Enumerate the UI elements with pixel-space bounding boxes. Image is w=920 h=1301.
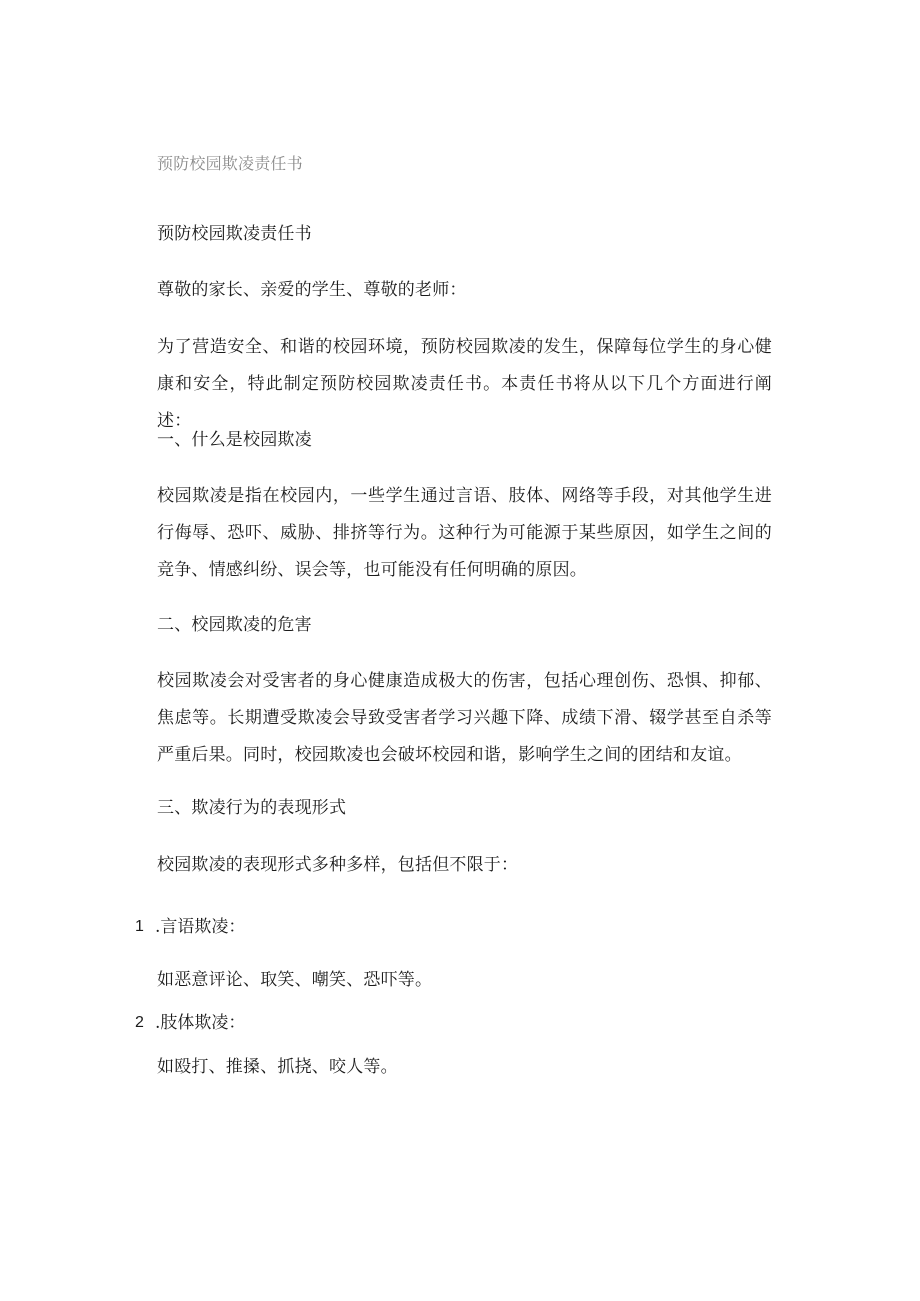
list-item-1-detail: 如恶意评论、取笑、嘲笑、恐吓等。 (157, 970, 433, 990)
document-title: 预防校园欺凌责任书 (157, 224, 312, 244)
section-heading-2: 二、校园欺凌的危害 (157, 615, 312, 635)
page-header-title: 预防校园欺凌责任书 (157, 154, 303, 173)
section-body-3: 校园欺凌的表现形式多种多样，包括但不限于： (157, 855, 519, 875)
section-body-2: 校园欺凌会对受害者的身心健康造成极大的伤害，包括心理创伤、恐惧、抑郁、焦虑等。长期遭受欺凌会导致受害者学习兴趣下降、成绩下滑、辍学甚至自杀等严重后果。同时，校园欺凌也会破坏校园和谐，影响学生之间的团结和友谊。 (157, 671, 772, 765)
list-item-1-label: .言语欺凌： (155, 917, 246, 937)
list-item-2-label: .肢体欺凌： (155, 1013, 246, 1033)
section-body-1: 校园欺凌是指在校园内，一些学生通过言语、肢体、网络等手段，对其他学生进行侮辱、恐吓、威胁、排挤等行为。这种行为可能源于某些原因，如学生之间的竞争、情感纠纷、误会等，也可能没有任何明确的原因。 (157, 486, 772, 580)
section-heading-1: 一、什么是校园欺凌 (157, 430, 312, 450)
list-item-2-detail: 如殴打、推搡、抓挠、咬人等。 (157, 1057, 398, 1077)
greeting: 尊敬的家长、亲爱的学生、尊敬的老师： (157, 280, 467, 300)
list-item-1-number: 1 (135, 918, 144, 935)
section-heading-3: 三、欺凌行为的表现形式 (157, 798, 347, 818)
list-item-2-number: 2 (135, 1014, 144, 1031)
intro-paragraph: 为了营造安全、和谐的校园环境，预防校园欺凌的发生，保障每位学生的身心健康和安全，特此制定预防校园欺凌责任书。本责任书将从以下几个方面进行阐述： (157, 337, 772, 431)
